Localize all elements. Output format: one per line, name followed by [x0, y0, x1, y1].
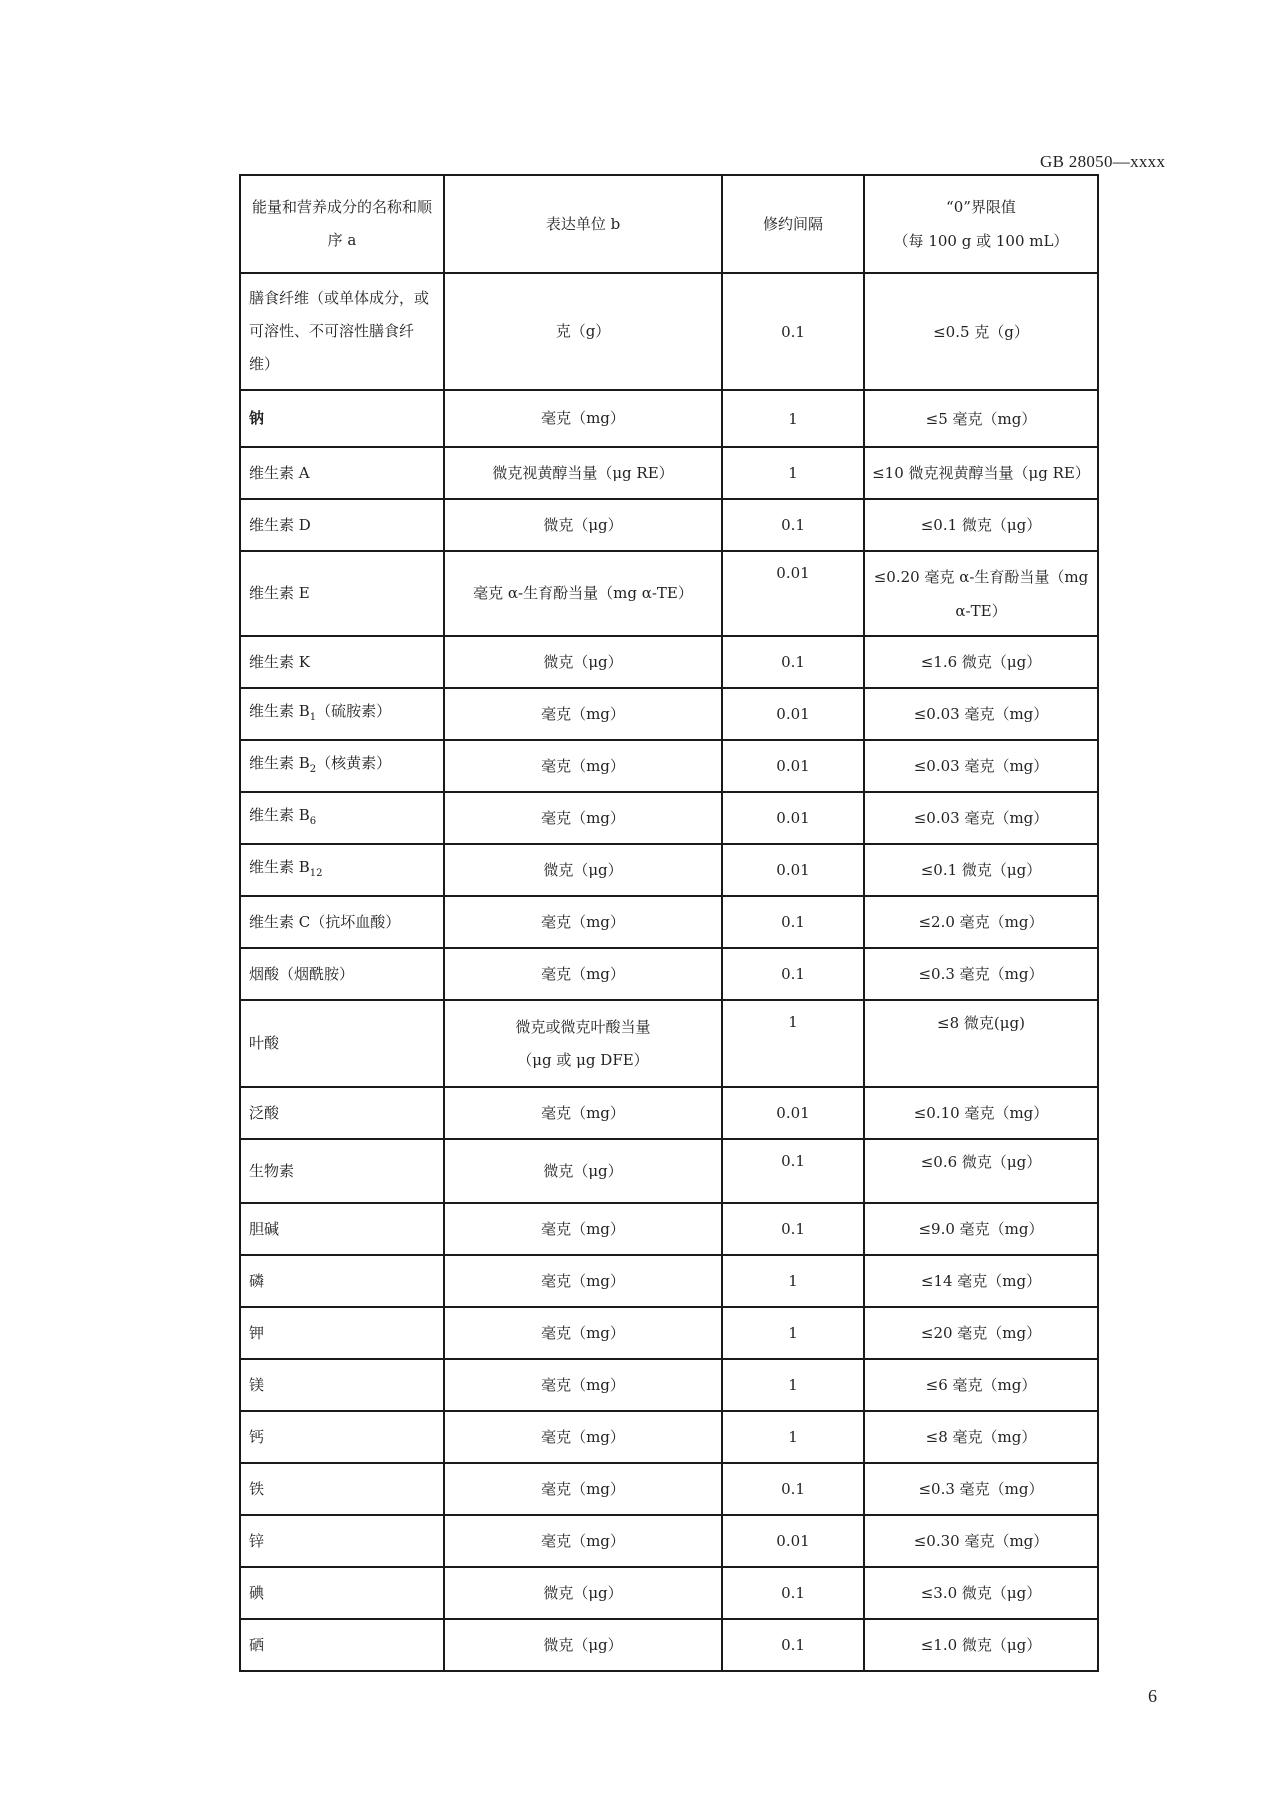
- table-row: [240, 636, 1098, 688]
- nutrient-name: 生物素: [240, 1139, 444, 1203]
- nutrient-limit: ≤20 毫克（mg）: [864, 1307, 1098, 1359]
- nutrient-limit: ≤0.30 毫克（mg）: [864, 1515, 1098, 1567]
- table-row: [240, 273, 1098, 390]
- nutrient-name: 磷: [240, 1255, 444, 1307]
- page-number: 6: [1148, 1686, 1157, 1706]
- nutrient-limit: ≤14 毫克（mg）: [864, 1255, 1098, 1307]
- nutrient-interval: 0.1: [722, 636, 864, 688]
- nutrient-name: 泛酸: [240, 1087, 444, 1139]
- table-row: [240, 499, 1098, 551]
- nutrient-interval: 0.1: [722, 273, 864, 390]
- nutrient-name: [240, 688, 444, 740]
- nutrient-unit: 微克（μg）: [444, 1139, 722, 1203]
- nutrient-unit: 毫克（mg）: [444, 1087, 722, 1139]
- nutrient-interval: 1: [722, 390, 864, 447]
- nutrient-limit: ≤6 毫克（mg）: [864, 1359, 1098, 1411]
- nutrient-name: [240, 844, 444, 896]
- table-row: [240, 1087, 1098, 1139]
- nutrient-limit: ≤0.1 微克（μg）: [864, 499, 1098, 551]
- nutrient-table: [239, 174, 1099, 1672]
- nutrient-unit: 毫克（mg）: [444, 688, 722, 740]
- nutrient-interval: 0.1: [722, 1203, 864, 1255]
- header-name: 能量和营养成分的名称和顺序 a: [240, 175, 444, 273]
- nutrient-name-subscript: 6: [309, 815, 317, 827]
- nutrient-name-prefix: 维生素 B: [249, 753, 310, 772]
- nutrient-limit: ≤0.20 毫克 α-生育酚当量（mg α-TE）: [864, 551, 1098, 636]
- nutrient-interval: 0.1: [722, 896, 864, 948]
- nutrient-limit: ≤0.6 微克（μg）: [864, 1139, 1098, 1203]
- table-row: [240, 1255, 1098, 1307]
- nutrient-limit: ≤1.0 微克（μg）: [864, 1619, 1098, 1671]
- nutrient-unit: 毫克（mg）: [444, 1307, 722, 1359]
- nutrient-interval: 1: [722, 447, 864, 499]
- nutrient-name: 硒: [240, 1619, 444, 1671]
- table-row: [240, 844, 1098, 896]
- nutrient-limit: ≤0.5 克（g）: [864, 273, 1098, 390]
- nutrient-interval: 0.01: [722, 688, 864, 740]
- table-row: [240, 1359, 1098, 1411]
- nutrient-limit: ≤0.03 毫克（mg）: [864, 688, 1098, 740]
- table-row: [240, 1000, 1098, 1087]
- table-row: [240, 792, 1098, 844]
- table-row: [240, 1515, 1098, 1567]
- nutrient-unit: 微克视黄醇当量（μg RE）: [444, 447, 722, 499]
- nutrient-name: 维生素 C（抗坏血酸）: [240, 896, 444, 948]
- nutrient-limit: ≤0.03 毫克（mg）: [864, 792, 1098, 844]
- nutrient-name: 维生素 K: [240, 636, 444, 688]
- nutrient-limit: ≤0.3 毫克（mg）: [864, 1463, 1098, 1515]
- nutrient-interval: 0.1: [722, 948, 864, 1000]
- nutrient-interval: 0.1: [722, 1463, 864, 1515]
- nutrient-limit: ≤0.3 毫克（mg）: [864, 948, 1098, 1000]
- header-unit: 表达单位 b: [444, 175, 722, 273]
- nutrient-name: 维生素 D: [240, 499, 444, 551]
- nutrient-limit: ≤3.0 微克（μg）: [864, 1567, 1098, 1619]
- nutrient-name: 锌: [240, 1515, 444, 1567]
- nutrient-interval: 1: [722, 1307, 864, 1359]
- table-row: [240, 1411, 1098, 1463]
- nutrient-unit: 毫克（mg）: [444, 740, 722, 792]
- nutrient-limit: ≤9.0 毫克（mg）: [864, 1203, 1098, 1255]
- table-row: [240, 390, 1098, 447]
- nutrient-unit: 微克（μg）: [444, 1619, 722, 1671]
- table-row: [240, 1139, 1098, 1203]
- nutrient-unit: 毫克 α-生育酚当量（mg α-TE）: [444, 551, 722, 636]
- nutrient-name: 铁: [240, 1463, 444, 1515]
- nutrient-interval: 0.1: [722, 499, 864, 551]
- nutrient-unit: 微克或微克叶酸当量（μg 或 μg DFE）: [444, 1000, 722, 1087]
- nutrient-limit: ≤8 微克(μg): [864, 1000, 1098, 1087]
- nutrient-interval: 0.01: [722, 792, 864, 844]
- nutrient-interval: 0.1: [722, 1619, 864, 1671]
- nutrient-name-subscript: 12: [309, 867, 323, 879]
- nutrient-name-subscript: 2: [309, 763, 317, 775]
- nutrient-name: [240, 740, 444, 792]
- table-row: [240, 1307, 1098, 1359]
- nutrient-limit: ≤0.10 毫克（mg）: [864, 1087, 1098, 1139]
- nutrient-limit: ≤0.03 毫克（mg）: [864, 740, 1098, 792]
- nutrient-unit: 毫克（mg）: [444, 1203, 722, 1255]
- nutrient-name-suffix: （硫胺素）: [316, 701, 392, 720]
- nutrient-interval: 0.1: [722, 1139, 864, 1203]
- nutrient-unit: 毫克（mg）: [444, 948, 722, 1000]
- table-header-row: [240, 175, 1098, 273]
- nutrient-limit: ≤0.1 微克（μg）: [864, 844, 1098, 896]
- nutrient-interval: 1: [722, 1359, 864, 1411]
- header-limit: [864, 175, 1098, 273]
- table-body: [240, 273, 1098, 1671]
- nutrient-unit: 微克（μg）: [444, 636, 722, 688]
- nutrient-unit: 微克（μg）: [444, 499, 722, 551]
- nutrient-unit: 毫克（mg）: [444, 1359, 722, 1411]
- nutrient-name-prefix: 维生素 B: [249, 805, 310, 824]
- nutrient-name: 钙: [240, 1411, 444, 1463]
- nutrient-name-suffix: （核黄素）: [316, 753, 392, 772]
- nutrient-name-prefix: 维生素 B: [249, 857, 310, 876]
- header-limit-line2: （每 100 g 或 100 mL）: [893, 232, 1069, 250]
- header-interval: 修约间隔: [722, 175, 864, 273]
- nutrient-name: 碘: [240, 1567, 444, 1619]
- nutrient-limit: ≤10 微克视黄醇当量（μg RE）: [864, 447, 1098, 499]
- nutrient-name: 膳食纤维（或单体成分，或可溶性、不可溶性膳食纤维）: [240, 273, 444, 390]
- nutrient-interval: 0.01: [722, 844, 864, 896]
- nutrient-limit: ≤1.6 微克（μg）: [864, 636, 1098, 688]
- nutrient-unit: 毫克（mg）: [444, 896, 722, 948]
- table-row: [240, 1203, 1098, 1255]
- nutrient-unit: 毫克（mg）: [444, 1463, 722, 1515]
- document-code: GB 28050—xxxx: [1040, 152, 1166, 171]
- nutrient-name: 胆碱: [240, 1203, 444, 1255]
- nutrient-unit: 毫克（mg）: [444, 390, 722, 447]
- nutrient-unit: 毫克（mg）: [444, 1411, 722, 1463]
- nutrient-interval: 1: [722, 1411, 864, 1463]
- header-limit-line1: “0”界限值: [946, 198, 1016, 216]
- nutrient-unit: 毫克（mg）: [444, 1515, 722, 1567]
- nutrient-name: 维生素 E: [240, 551, 444, 636]
- nutrient-name: 叶酸: [240, 1000, 444, 1087]
- nutrient-interval: 1: [722, 1000, 864, 1087]
- nutrient-name-prefix: 维生素 B: [249, 701, 310, 720]
- table-row: [240, 896, 1098, 948]
- nutrient-interval: 0.01: [722, 1515, 864, 1567]
- nutrient-unit: 毫克（mg）: [444, 1255, 722, 1307]
- nutrient-name: 钠: [240, 390, 444, 447]
- nutrient-name: 烟酸（烟酰胺）: [240, 948, 444, 1000]
- nutrient-name: 钾: [240, 1307, 444, 1359]
- nutrient-limit: ≤2.0 毫克（mg）: [864, 896, 1098, 948]
- table-row: [240, 1619, 1098, 1671]
- nutrient-unit: 毫克（mg）: [444, 792, 722, 844]
- nutrient-limit: ≤5 毫克（mg）: [864, 390, 1098, 447]
- table-row: [240, 688, 1098, 740]
- nutrient-name: 镁: [240, 1359, 444, 1411]
- nutrient-interval: 0.01: [722, 1087, 864, 1139]
- nutrient-name: 维生素 A: [240, 447, 444, 499]
- table-row: [240, 948, 1098, 1000]
- table-row: [240, 740, 1098, 792]
- nutrient-unit: 微克（μg）: [444, 1567, 722, 1619]
- nutrient-interval: 0.1: [722, 1567, 864, 1619]
- nutrient-interval: 1: [722, 1255, 864, 1307]
- table-row: [240, 1567, 1098, 1619]
- nutrient-interval: 0.01: [722, 740, 864, 792]
- nutrient-name: [240, 792, 444, 844]
- nutrient-unit: 微克（μg）: [444, 844, 722, 896]
- table-row: [240, 551, 1098, 636]
- nutrient-limit: ≤8 毫克（mg）: [864, 1411, 1098, 1463]
- table-row: [240, 1463, 1098, 1515]
- nutrient-unit: 克（g）: [444, 273, 722, 390]
- nutrient-name-subscript: 1: [309, 711, 317, 723]
- table-row: [240, 447, 1098, 499]
- nutrient-interval: 0.01: [722, 551, 864, 636]
